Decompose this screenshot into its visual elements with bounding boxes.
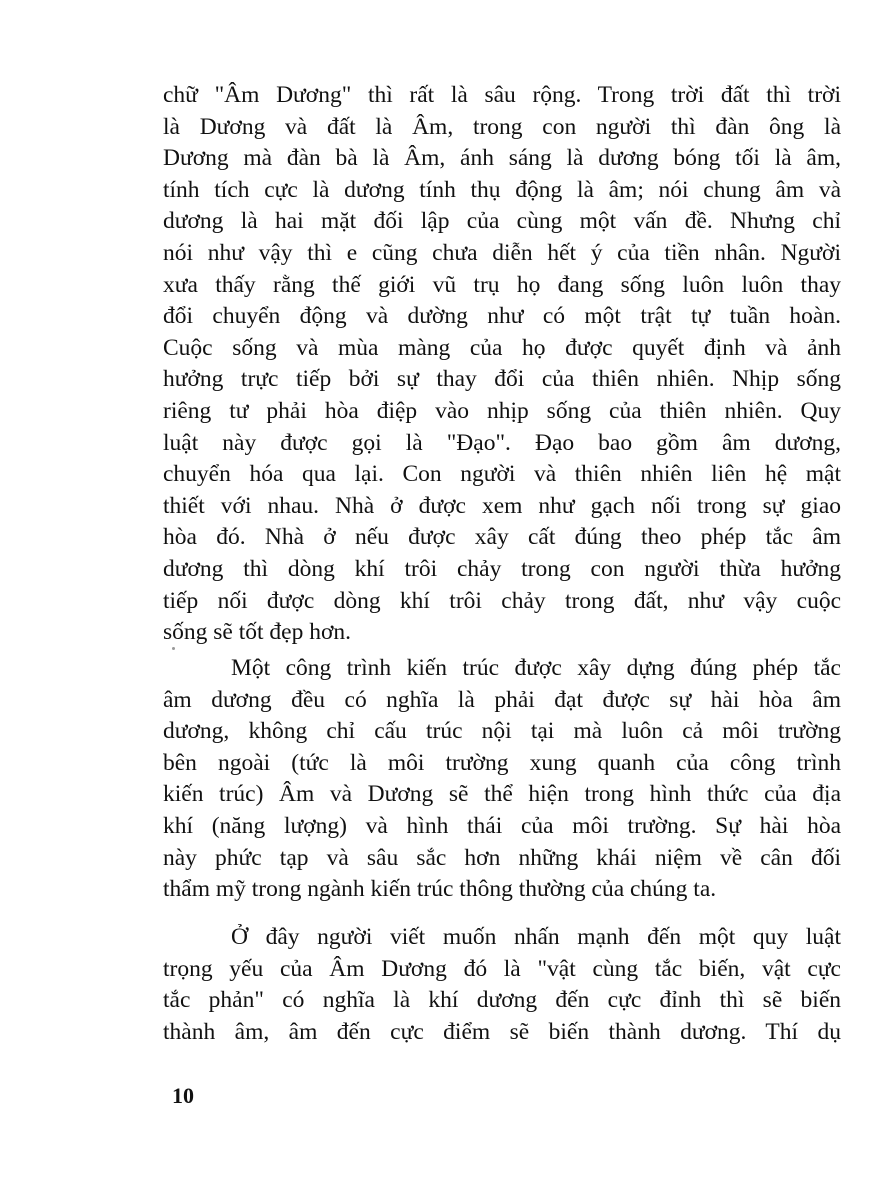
text-line: Dương mà đàn bà là Âm, ánh sáng là dương bóng tối là âm, (163, 145, 841, 172)
text-line: chữ "Âm Dương" thì rất là sâu rộng. Trong trời đất thì trời (163, 82, 841, 108)
text-line: xưa thấy rằng thế giới vũ trụ họ đang sống luôn luôn thay (163, 271, 841, 298)
text-line: âm dương đều có nghĩa là phải đạt được sự hài hòa âm (163, 686, 841, 713)
text-line: tắc phản" có nghĩa là khí dương đến cực đỉnh thì sẽ biến (163, 987, 841, 1014)
text-line: chuyển hóa qua lại. Con người và thiên nhiên liên hệ mật (163, 461, 841, 488)
text-line: này phức tạp và sâu sắc hơn những khái niệm về cân đối (163, 844, 841, 871)
text-line: nói như vậy thì e cũng chưa diễn hết ý của tiền nhân. Người (163, 239, 841, 266)
scan-speck (172, 647, 175, 650)
paragraph-3 (163, 922, 841, 1048)
text-line: thẩm mỹ trong ngành kiến trúc thông thường của chúng ta. (163, 876, 717, 903)
text-line: Ở đây người viết muốn nhấn mạnh đến một quy luật (231, 924, 841, 950)
text-line: dương, không chỉ cấu trúc nội tại mà luôn cả môi trường (163, 718, 841, 745)
text-line: dương là hai mặt đối lập của cùng một vấn đề. Nhưng chỉ (163, 208, 841, 235)
page-number: 10 (172, 1083, 194, 1108)
text-line: đổi chuyển động và dường như có một trật tự tuần hoàn. (163, 303, 841, 330)
text-line: khí (năng lượng) và hình thái của môi trường. Sự hài hòa (163, 812, 841, 839)
text-line: sống sẽ tốt đẹp hơn. (163, 619, 352, 646)
text-line: Một công trình kiến trúc được xây dựng đúng phép tắc (231, 655, 841, 681)
text-line: tính tích cực là dương tính thụ động là âm; nói chung âm và (163, 176, 841, 203)
text-line: hòa đó. Nhà ở nếu được xây cất đúng theo phép tắc âm (163, 524, 841, 551)
text-line: là Dương và đất là Âm, trong con người thì đàn ông là (163, 113, 841, 140)
text-line: hưởng trực tiếp bởi sự thay đổi của thiên nhiên. Nhịp sống (163, 366, 841, 393)
paragraph-1 (163, 80, 841, 649)
text-line: tiếp nối được dòng khí trôi chảy trong đất, như vậy cuộc (163, 587, 841, 614)
text-line: trọng yếu của Âm Dương đó là "vật cùng tắc biến, vật cực (163, 955, 841, 982)
text-line: thành âm, âm đến cực điểm sẽ biến thành dương. Thí dụ (163, 1018, 841, 1045)
paragraph-2 (163, 653, 841, 906)
text-line: riêng tư phải hòa điệp vào nhịp sống của thiên nhiên. Quy (163, 397, 841, 424)
text-line: thiết với nhau. Nhà ở được xem như gạch nối trong sự giao (163, 492, 841, 519)
text-line: luật này được gọi là "Đạo". Đạo bao gồm âm dương, (163, 429, 841, 456)
text-line: Cuộc sống và mùa màng của họ được quyết định và ảnh (163, 334, 841, 361)
text-line: bên ngoài (tức là môi trường xung quanh của công trình (163, 749, 841, 776)
text-line: dương thì dòng khí trôi chảy trong con người thừa hưởng (163, 555, 841, 582)
text-line: kiến trúc) Âm và Dương sẽ thể hiện trong hình thức của địa (163, 781, 841, 808)
